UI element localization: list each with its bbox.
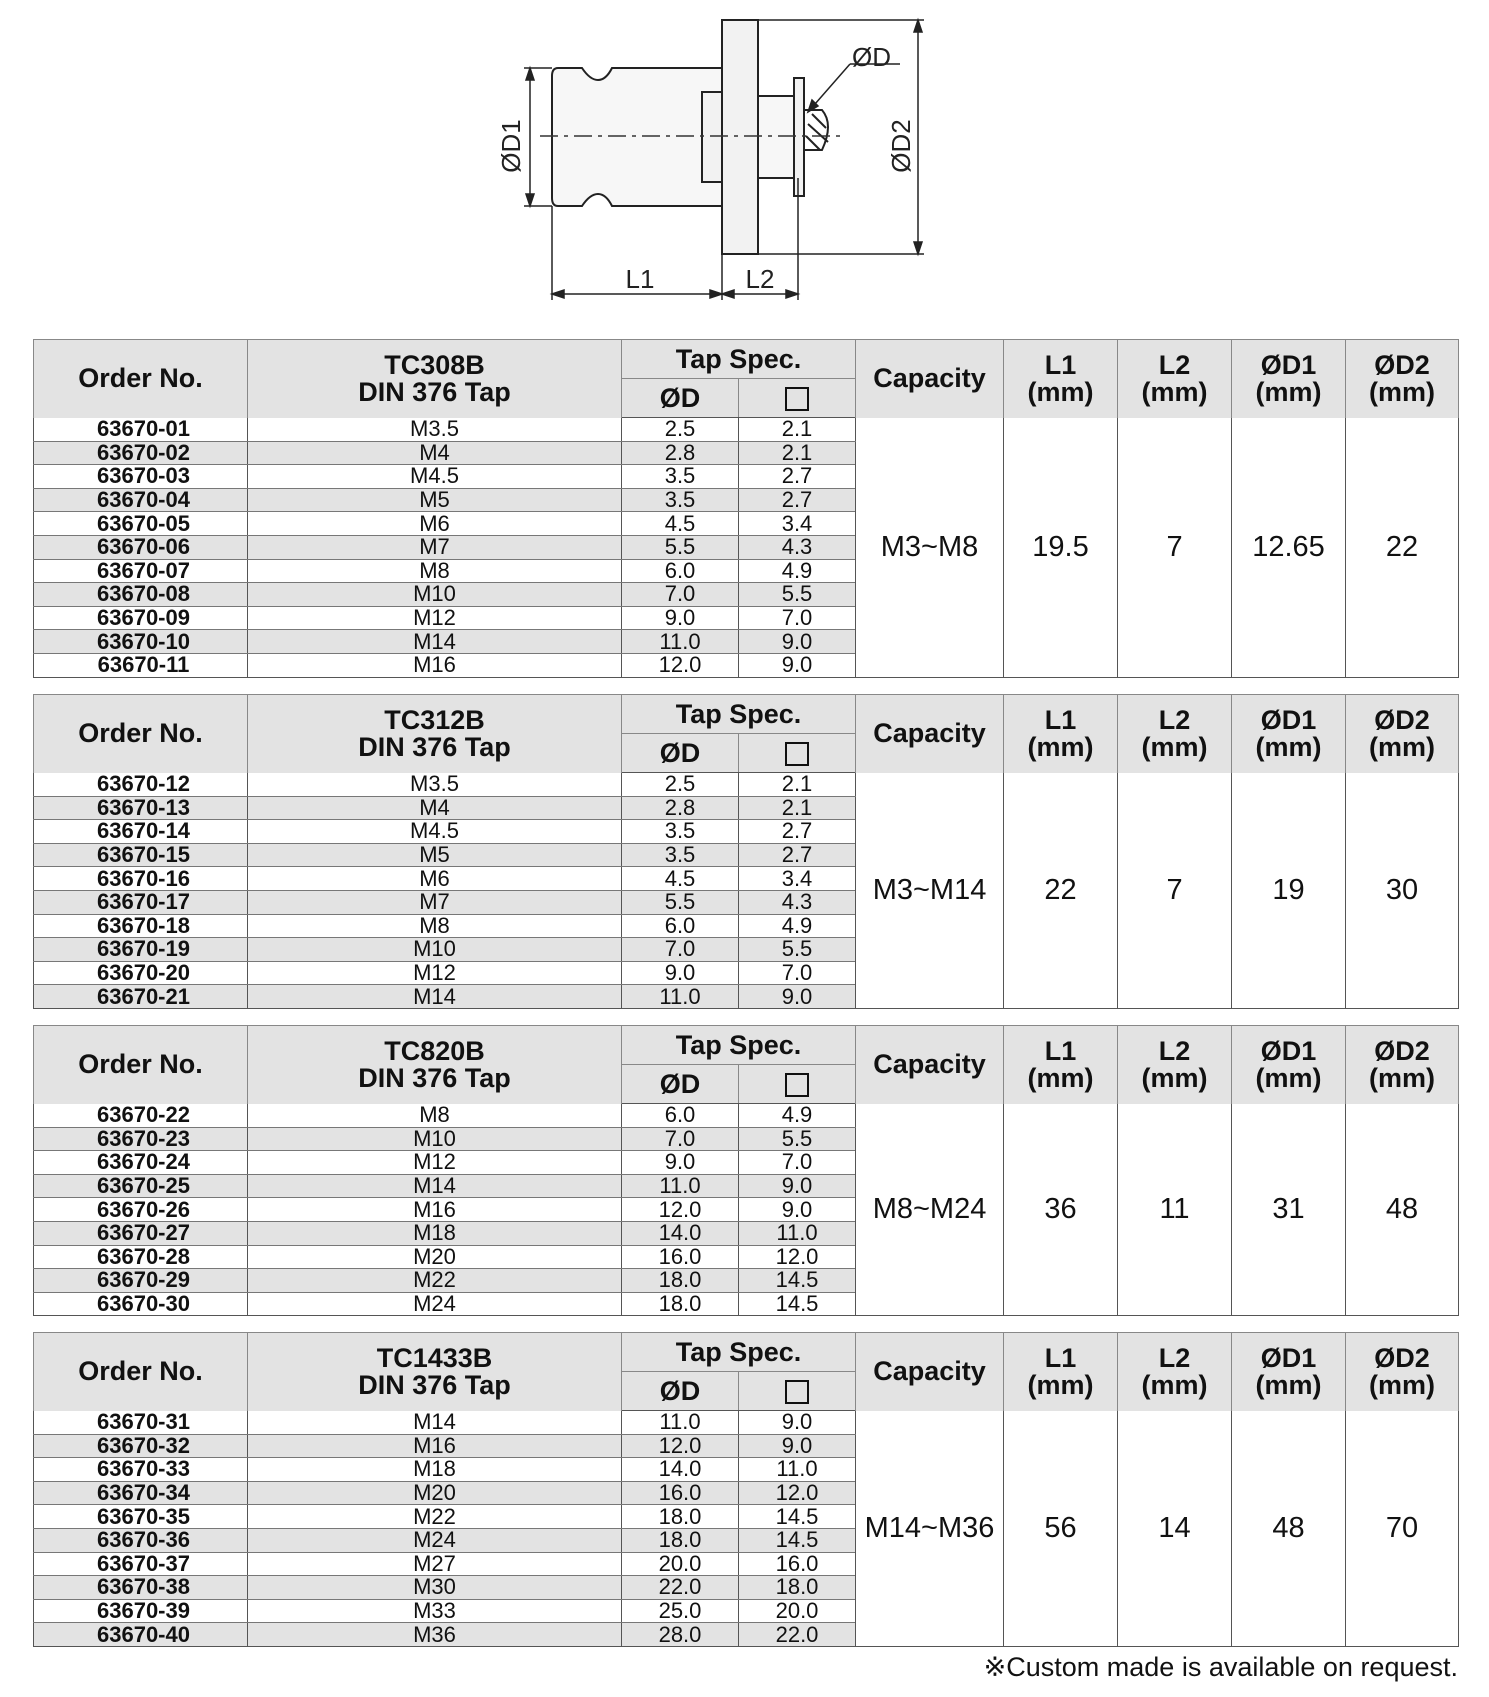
header-tap-square [739, 1372, 856, 1411]
thread-size: M4.5 [248, 820, 622, 844]
tap-diameter: 4.5 [622, 512, 739, 536]
diagram-label-l1: L1 [625, 264, 655, 294]
tap-diameter: 2.8 [622, 796, 739, 820]
tap-diameter: 18.0 [622, 1528, 739, 1552]
order-number: 63670-24 [34, 1151, 248, 1175]
order-number: 63670-38 [34, 1576, 248, 1600]
header-l2: L2 (mm) [1118, 1026, 1232, 1104]
tap-diameter: 3.5 [622, 488, 739, 512]
diagram-label-d: ØD [852, 42, 891, 72]
order-number: 63670-05 [34, 512, 248, 536]
tap-diameter: 3.5 [622, 820, 739, 844]
header-l2: L2 (mm) [1118, 1333, 1232, 1411]
thread-size: M16 [248, 1198, 622, 1222]
thread-size: M12 [248, 961, 622, 985]
tap-square: 9.0 [739, 1434, 856, 1458]
spec-table-2 [33, 1025, 1459, 1316]
tap-square: 2.1 [739, 773, 856, 797]
d1-value: 12.65 [1232, 418, 1346, 678]
tap-diameter: 2.5 [622, 418, 739, 442]
tap-square: 11.0 [739, 1221, 856, 1245]
tap-diameter: 4.5 [622, 867, 739, 891]
square-icon [785, 1380, 809, 1404]
header-d1: ØD1 (mm) [1232, 340, 1346, 418]
tap-diameter: 20.0 [622, 1552, 739, 1576]
header-order-no: Order No. [34, 340, 248, 418]
thread-size: M12 [248, 1151, 622, 1175]
footnote: ※Custom made is available on request. [983, 1652, 1458, 1682]
header-d1: ØD1 (mm) [1232, 695, 1346, 773]
tap-diameter: 12.0 [622, 1198, 739, 1222]
header-l2: L2 (mm) [1118, 340, 1232, 418]
tap-square: 9.0 [739, 653, 856, 677]
thread-size: M22 [248, 1269, 622, 1293]
tap-square: 11.0 [739, 1458, 856, 1482]
thread-size: M27 [248, 1552, 622, 1576]
tap-diameter: 18.0 [622, 1505, 739, 1529]
thread-size: M7 [248, 535, 622, 559]
l1-value: 56 [1004, 1411, 1118, 1647]
l1-value: 22 [1004, 773, 1118, 1009]
order-number: 63670-14 [34, 820, 248, 844]
header-d2: ØD2 (mm) [1346, 1333, 1459, 1411]
header-tap-square [739, 734, 856, 773]
tap-diameter: 2.5 [622, 773, 739, 797]
order-number: 63670-04 [34, 488, 248, 512]
thread-size: M4 [248, 441, 622, 465]
thread-size: M10 [248, 1127, 622, 1151]
header-order-no: Order No. [34, 695, 248, 773]
thread-size: M24 [248, 1292, 622, 1316]
header-tap-d: ØD [622, 1065, 739, 1104]
tap-diameter: 12.0 [622, 1434, 739, 1458]
tap-diameter: 18.0 [622, 1269, 739, 1293]
tap-square: 7.0 [739, 961, 856, 985]
table-row [34, 418, 1459, 442]
tap-diameter: 2.8 [622, 441, 739, 465]
tap-square: 3.4 [739, 867, 856, 891]
header-order-no: Order No. [34, 1333, 248, 1411]
header-capacity: Capacity [856, 340, 1004, 418]
d1-value: 48 [1232, 1411, 1346, 1647]
diagram-label-l2: L2 [745, 264, 775, 294]
tap-diameter: 5.5 [622, 890, 739, 914]
tap-diameter: 11.0 [622, 1174, 739, 1198]
header-model [248, 695, 622, 773]
tap-diameter: 3.5 [622, 465, 739, 489]
tap-square: 18.0 [739, 1576, 856, 1600]
tap-diameter: 16.0 [622, 1245, 739, 1269]
tap-square: 4.9 [739, 914, 856, 938]
tap-diameter: 5.5 [622, 535, 739, 559]
model-name: TC308B [384, 349, 485, 380]
tap-square: 2.1 [739, 418, 856, 442]
thread-size: M14 [248, 630, 622, 654]
d2-value: 48 [1346, 1104, 1459, 1316]
tap-type: DIN 376 Tap [358, 1369, 511, 1400]
header-capacity: Capacity [856, 1026, 1004, 1104]
tap-square: 9.0 [739, 1411, 856, 1435]
thread-size: M36 [248, 1623, 622, 1647]
table-row [34, 1411, 1459, 1435]
order-number: 63670-39 [34, 1599, 248, 1623]
order-number: 63670-21 [34, 985, 248, 1009]
order-number: 63670-15 [34, 843, 248, 867]
thread-size: M33 [248, 1599, 622, 1623]
order-number: 63670-29 [34, 1269, 248, 1293]
thread-size: M8 [248, 559, 622, 583]
thread-size: M30 [248, 1576, 622, 1600]
order-number: 63670-40 [34, 1623, 248, 1647]
tap-square: 9.0 [739, 1198, 856, 1222]
tap-square: 16.0 [739, 1552, 856, 1576]
tap-type: DIN 376 Tap [358, 731, 511, 762]
tap-square: 2.7 [739, 843, 856, 867]
order-number: 63670-18 [34, 914, 248, 938]
tap-type: DIN 376 Tap [358, 1062, 511, 1093]
thread-size: M8 [248, 914, 622, 938]
header-d2: ØD2 (mm) [1346, 695, 1459, 773]
order-number: 63670-07 [34, 559, 248, 583]
tap-square: 2.7 [739, 820, 856, 844]
order-number: 63670-22 [34, 1104, 248, 1128]
tap-diameter: 16.0 [622, 1481, 739, 1505]
model-name: TC312B [384, 704, 485, 735]
thread-size: M6 [248, 512, 622, 536]
spec-table-1 [33, 694, 1459, 1009]
diagram-label-d2: ØD2 [886, 119, 916, 173]
capacity-value: M3~M14 [856, 773, 1004, 1009]
thread-size: M20 [248, 1481, 622, 1505]
thread-size: M20 [248, 1245, 622, 1269]
tap-diameter: 25.0 [622, 1599, 739, 1623]
thread-size: M10 [248, 583, 622, 607]
tap-diameter: 3.5 [622, 843, 739, 867]
l1-value: 19.5 [1004, 418, 1118, 678]
header-tap-spec: Tap Spec. [622, 1026, 856, 1065]
order-number: 63670-30 [34, 1292, 248, 1316]
tap-square: 20.0 [739, 1599, 856, 1623]
tap-square: 3.4 [739, 512, 856, 536]
d2-value: 30 [1346, 773, 1459, 1009]
tap-diameter: 18.0 [622, 1292, 739, 1316]
order-number: 63670-34 [34, 1481, 248, 1505]
tap-square: 12.0 [739, 1245, 856, 1269]
tap-diameter: 6.0 [622, 559, 739, 583]
order-number: 63670-16 [34, 867, 248, 891]
header-tap-spec: Tap Spec. [622, 340, 856, 379]
header-tap-square [739, 1065, 856, 1104]
header-d2: ØD2 (mm) [1346, 1026, 1459, 1104]
thread-size: M24 [248, 1528, 622, 1552]
tap-diameter: 11.0 [622, 630, 739, 654]
header-capacity: Capacity [856, 1333, 1004, 1411]
diagram-label-d1: ØD1 [496, 119, 526, 173]
l2-value: 14 [1118, 1411, 1232, 1647]
tap-diameter: 9.0 [622, 1151, 739, 1175]
tap-square: 5.5 [739, 583, 856, 607]
order-number: 63670-06 [34, 535, 248, 559]
capacity-value: M8~M24 [856, 1104, 1004, 1316]
tap-square: 12.0 [739, 1481, 856, 1505]
header-tap-d: ØD [622, 734, 739, 773]
header-model [248, 1026, 622, 1104]
thread-size: M6 [248, 867, 622, 891]
tap-square: 9.0 [739, 985, 856, 1009]
tap-diameter: 12.0 [622, 653, 739, 677]
thread-size: M4.5 [248, 465, 622, 489]
thread-size: M18 [248, 1221, 622, 1245]
model-name: TC1433B [376, 1342, 493, 1373]
capacity-value: M3~M8 [856, 418, 1004, 678]
header-l2: L2 (mm) [1118, 695, 1232, 773]
tap-square: 14.5 [739, 1269, 856, 1293]
l2-value: 11 [1118, 1104, 1232, 1316]
tap-square: 9.0 [739, 630, 856, 654]
order-number: 63670-32 [34, 1434, 248, 1458]
header-tap-d: ØD [622, 1372, 739, 1411]
order-number: 63670-12 [34, 773, 248, 797]
order-number: 63670-28 [34, 1245, 248, 1269]
tap-diameter: 28.0 [622, 1623, 739, 1647]
order-number: 63670-08 [34, 583, 248, 607]
tap-square: 2.1 [739, 441, 856, 465]
thread-size: M8 [248, 1104, 622, 1128]
square-icon [785, 742, 809, 766]
thread-size: M14 [248, 1174, 622, 1198]
thread-size: M3.5 [248, 418, 622, 442]
tap-square: 2.7 [739, 465, 856, 489]
tap-square: 4.3 [739, 890, 856, 914]
tap-square: 7.0 [739, 606, 856, 630]
thread-size: M16 [248, 1434, 622, 1458]
tap-diameter: 14.0 [622, 1458, 739, 1482]
tap-square: 14.5 [739, 1505, 856, 1529]
tap-type: DIN 376 Tap [358, 376, 511, 407]
tap-diameter: 9.0 [622, 961, 739, 985]
order-number: 63670-02 [34, 441, 248, 465]
thread-size: M5 [248, 488, 622, 512]
order-number: 63670-03 [34, 465, 248, 489]
order-number: 63670-10 [34, 630, 248, 654]
header-l1: L1 (mm) [1004, 1026, 1118, 1104]
l2-value: 7 [1118, 773, 1232, 1009]
tap-square: 4.9 [739, 559, 856, 583]
thread-size: M22 [248, 1505, 622, 1529]
l1-value: 36 [1004, 1104, 1118, 1316]
header-l1: L1 (mm) [1004, 1333, 1118, 1411]
spec-table-0 [33, 339, 1459, 678]
thread-size: M16 [248, 653, 622, 677]
tap-diameter: 7.0 [622, 938, 739, 962]
tap-square: 2.7 [739, 488, 856, 512]
tap-diameter: 11.0 [622, 985, 739, 1009]
order-number: 63670-35 [34, 1505, 248, 1529]
tap-square: 9.0 [739, 1174, 856, 1198]
order-number: 63670-17 [34, 890, 248, 914]
thread-size: M14 [248, 1411, 622, 1435]
order-number: 63670-33 [34, 1458, 248, 1482]
square-icon [785, 387, 809, 411]
square-icon [785, 1073, 809, 1097]
tap-diameter: 22.0 [622, 1576, 739, 1600]
table-row [34, 773, 1459, 797]
order-number: 63670-01 [34, 418, 248, 442]
order-number: 63670-11 [34, 653, 248, 677]
thread-size: M18 [248, 1458, 622, 1482]
order-number: 63670-23 [34, 1127, 248, 1151]
header-capacity: Capacity [856, 695, 1004, 773]
tap-diameter: 14.0 [622, 1221, 739, 1245]
thread-size: M7 [248, 890, 622, 914]
order-number: 63670-27 [34, 1221, 248, 1245]
header-tap-d: ØD [622, 379, 739, 418]
model-name: TC820B [384, 1035, 485, 1066]
header-d1: ØD1 (mm) [1232, 1333, 1346, 1411]
d2-value: 22 [1346, 418, 1459, 678]
thread-size: M10 [248, 938, 622, 962]
thread-size: M12 [248, 606, 622, 630]
order-number: 63670-25 [34, 1174, 248, 1198]
order-number: 63670-36 [34, 1528, 248, 1552]
thread-size: M3.5 [248, 773, 622, 797]
tap-diameter: 7.0 [622, 1127, 739, 1151]
tap-diameter: 6.0 [622, 914, 739, 938]
header-d2: ØD2 (mm) [1346, 340, 1459, 418]
header-l1: L1 (mm) [1004, 695, 1118, 773]
tap-diameter: 9.0 [622, 606, 739, 630]
header-d1: ØD1 (mm) [1232, 1026, 1346, 1104]
header-order-no: Order No. [34, 1026, 248, 1104]
tap-diameter: 11.0 [622, 1411, 739, 1435]
order-number: 63670-37 [34, 1552, 248, 1576]
order-number: 63670-19 [34, 938, 248, 962]
tap-square: 4.9 [739, 1104, 856, 1128]
order-number: 63670-20 [34, 961, 248, 985]
tap-square: 5.5 [739, 938, 856, 962]
order-number: 63670-26 [34, 1198, 248, 1222]
capacity-value: M14~M36 [856, 1411, 1004, 1647]
header-tap-spec: Tap Spec. [622, 695, 856, 734]
header-l1: L1 (mm) [1004, 340, 1118, 418]
order-number: 63670-13 [34, 796, 248, 820]
tap-collet-diagram [480, 8, 940, 308]
d1-value: 31 [1232, 1104, 1346, 1316]
header-tap-square [739, 379, 856, 418]
tap-square: 4.3 [739, 535, 856, 559]
d2-value: 70 [1346, 1411, 1459, 1647]
tap-square: 14.5 [739, 1292, 856, 1316]
l2-value: 7 [1118, 418, 1232, 678]
tap-diameter: 7.0 [622, 583, 739, 607]
thread-size: M14 [248, 985, 622, 1009]
tap-square: 2.1 [739, 796, 856, 820]
tap-square: 7.0 [739, 1151, 856, 1175]
spec-table-3 [33, 1332, 1459, 1647]
table-row [34, 1104, 1459, 1128]
d1-value: 19 [1232, 773, 1346, 1009]
tap-square: 14.5 [739, 1528, 856, 1552]
header-tap-spec: Tap Spec. [622, 1333, 856, 1372]
thread-size: M4 [248, 796, 622, 820]
thread-size: M5 [248, 843, 622, 867]
order-number: 63670-09 [34, 606, 248, 630]
tap-diameter: 6.0 [622, 1104, 739, 1128]
order-number: 63670-31 [34, 1411, 248, 1435]
header-model [248, 340, 622, 418]
tap-square: 22.0 [739, 1623, 856, 1647]
tap-square: 5.5 [739, 1127, 856, 1151]
header-model [248, 1333, 622, 1411]
